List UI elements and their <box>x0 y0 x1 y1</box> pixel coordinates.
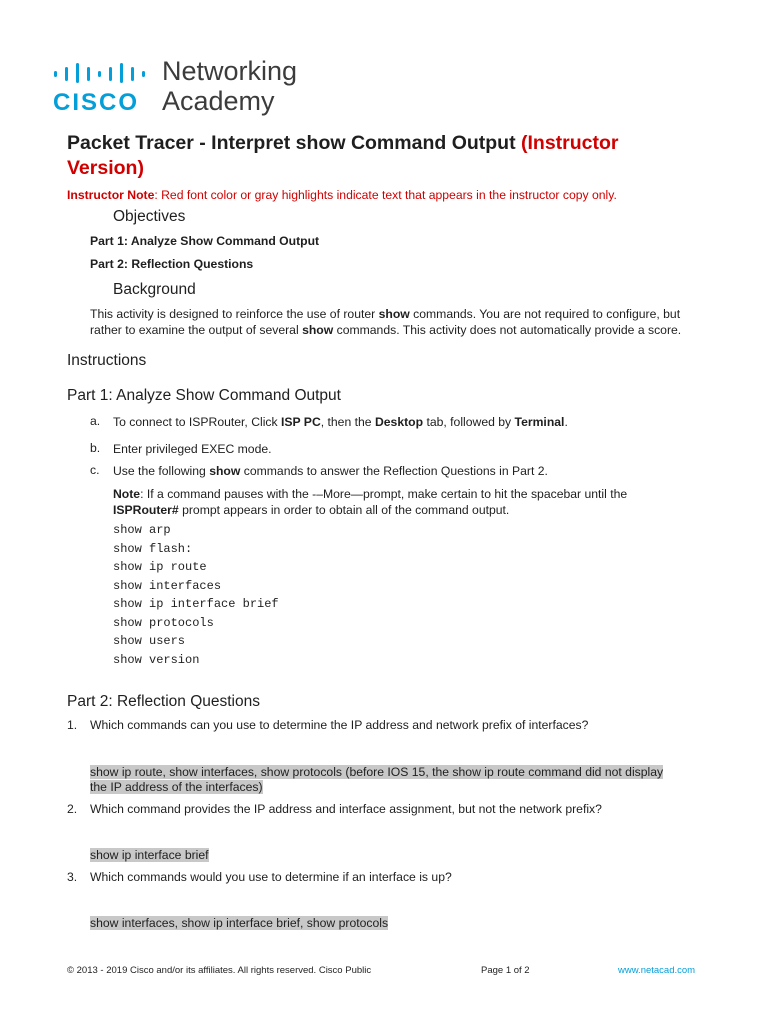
answer-highlight <box>90 765 686 795</box>
command-line: show users <box>113 634 186 648</box>
objective-item: Part 1: Analyze Show Command Output <box>90 234 320 248</box>
step-a-letter: a. <box>90 414 101 428</box>
question-number: 2. <box>67 802 78 816</box>
step-bold: show <box>209 464 241 478</box>
question-number: 3. <box>67 870 78 884</box>
step-c-note <box>113 486 673 518</box>
question-text: Which command provides the IP address and interface assignment, but not the network prefix? <box>90 802 602 816</box>
step-text-part: , then the <box>320 415 375 429</box>
note-text: : If a command pauses with the -–More—prompt, make certain to hit the spacebar until the <box>140 487 628 501</box>
footer-page-number: Page 1 of 2 <box>481 965 530 976</box>
title-instructor-version: (Instructor Version) <box>67 132 619 179</box>
answer-highlight <box>90 848 686 863</box>
background-text: This activity is designed to reinforce the use of router <box>90 307 379 321</box>
note-bold: ISPRouter# <box>113 503 179 517</box>
step-text-part: . <box>564 415 568 429</box>
background-text: commands. You are not required to configure, but rather to examine the output of several <box>90 307 681 337</box>
title-main: Packet Tracer - Interpret show Command Output <box>67 132 522 154</box>
step-b-text: Enter privileged EXEC mode. <box>113 442 272 456</box>
answer-highlight <box>90 916 686 931</box>
note-label: Note <box>113 487 141 501</box>
step-text-part: Use the following <box>113 464 210 478</box>
answer-text: show ip interface brief <box>90 848 209 862</box>
objective-item: Part 2: Reflection Questions <box>90 257 254 271</box>
document-title <box>67 131 687 181</box>
question-text: Which commands can you use to determine the IP address and network prefix of interfaces? <box>90 718 589 732</box>
part1-heading: Part 1: Analyze Show Command Output <box>67 387 341 404</box>
footer-copyright: © 2013 - 2019 Cisco and/or its affiliates. All rights reserved. Cisco Public <box>67 965 372 976</box>
step-bold: ISP PC <box>281 415 321 429</box>
background-heading: Background <box>113 281 196 298</box>
answer-text: show interfaces, show ip interface brief, show protocols <box>90 916 389 930</box>
question-number: 1. <box>67 718 78 732</box>
answer-text: show ip route, show interfaces, show protocols (before IOS 15, the show ip route command did not display <box>90 765 664 779</box>
background-text: commands. This activity does not automatically provide a score. <box>333 323 682 337</box>
step-bold: Desktop <box>374 415 424 429</box>
instructor-note <box>67 188 617 202</box>
instructor-note-label: Instructor Note <box>67 188 155 202</box>
step-c-letter: c. <box>90 463 100 477</box>
part2-heading: Part 2: Reflection Questions <box>67 693 260 710</box>
step-c-text <box>113 463 713 479</box>
instructor-note-text: : Red font color or gray highlights indicate text that appears in the instructor copy only. <box>154 188 617 202</box>
logo-academy-text: Academy <box>162 86 275 116</box>
step-text-part: commands to answer the Reflection Questions in Part 2. <box>240 464 548 478</box>
cisco-networking-academy-logo <box>52 58 312 120</box>
logo-networking-text: Networking <box>162 56 298 86</box>
question-text: Which commands would you use to determine if an interface is up? <box>90 870 452 884</box>
instructions-heading: Instructions <box>67 352 147 369</box>
background-bold: show <box>302 323 334 337</box>
command-line: show ip interface brief <box>113 597 279 611</box>
step-text-part: tab, followed by <box>423 415 515 429</box>
command-line: show interfaces <box>113 579 222 593</box>
cisco-bars-icon <box>54 63 150 83</box>
background-bold: show <box>378 307 410 321</box>
command-line: show flash: <box>113 542 193 556</box>
answer-text: the IP address of the interfaces) <box>90 780 263 794</box>
cisco-wordmark: CISCO <box>53 89 140 116</box>
note-text: prompt appears in order to obtain all of the command output. <box>178 503 510 517</box>
footer-netacad-link[interactable]: www.netacad.com <box>618 965 696 976</box>
step-text-part: To connect to ISPRouter, Click <box>113 415 281 429</box>
step-b-letter: b. <box>90 441 101 455</box>
command-line: show arp <box>113 523 171 537</box>
background-paragraph <box>90 306 710 338</box>
step-bold: Terminal <box>514 415 565 429</box>
objectives-heading: Objectives <box>113 208 186 225</box>
command-line: show protocols <box>113 616 214 630</box>
step-a-text <box>113 414 713 430</box>
command-line: show ip route <box>113 560 207 574</box>
command-line: show version <box>113 653 200 667</box>
